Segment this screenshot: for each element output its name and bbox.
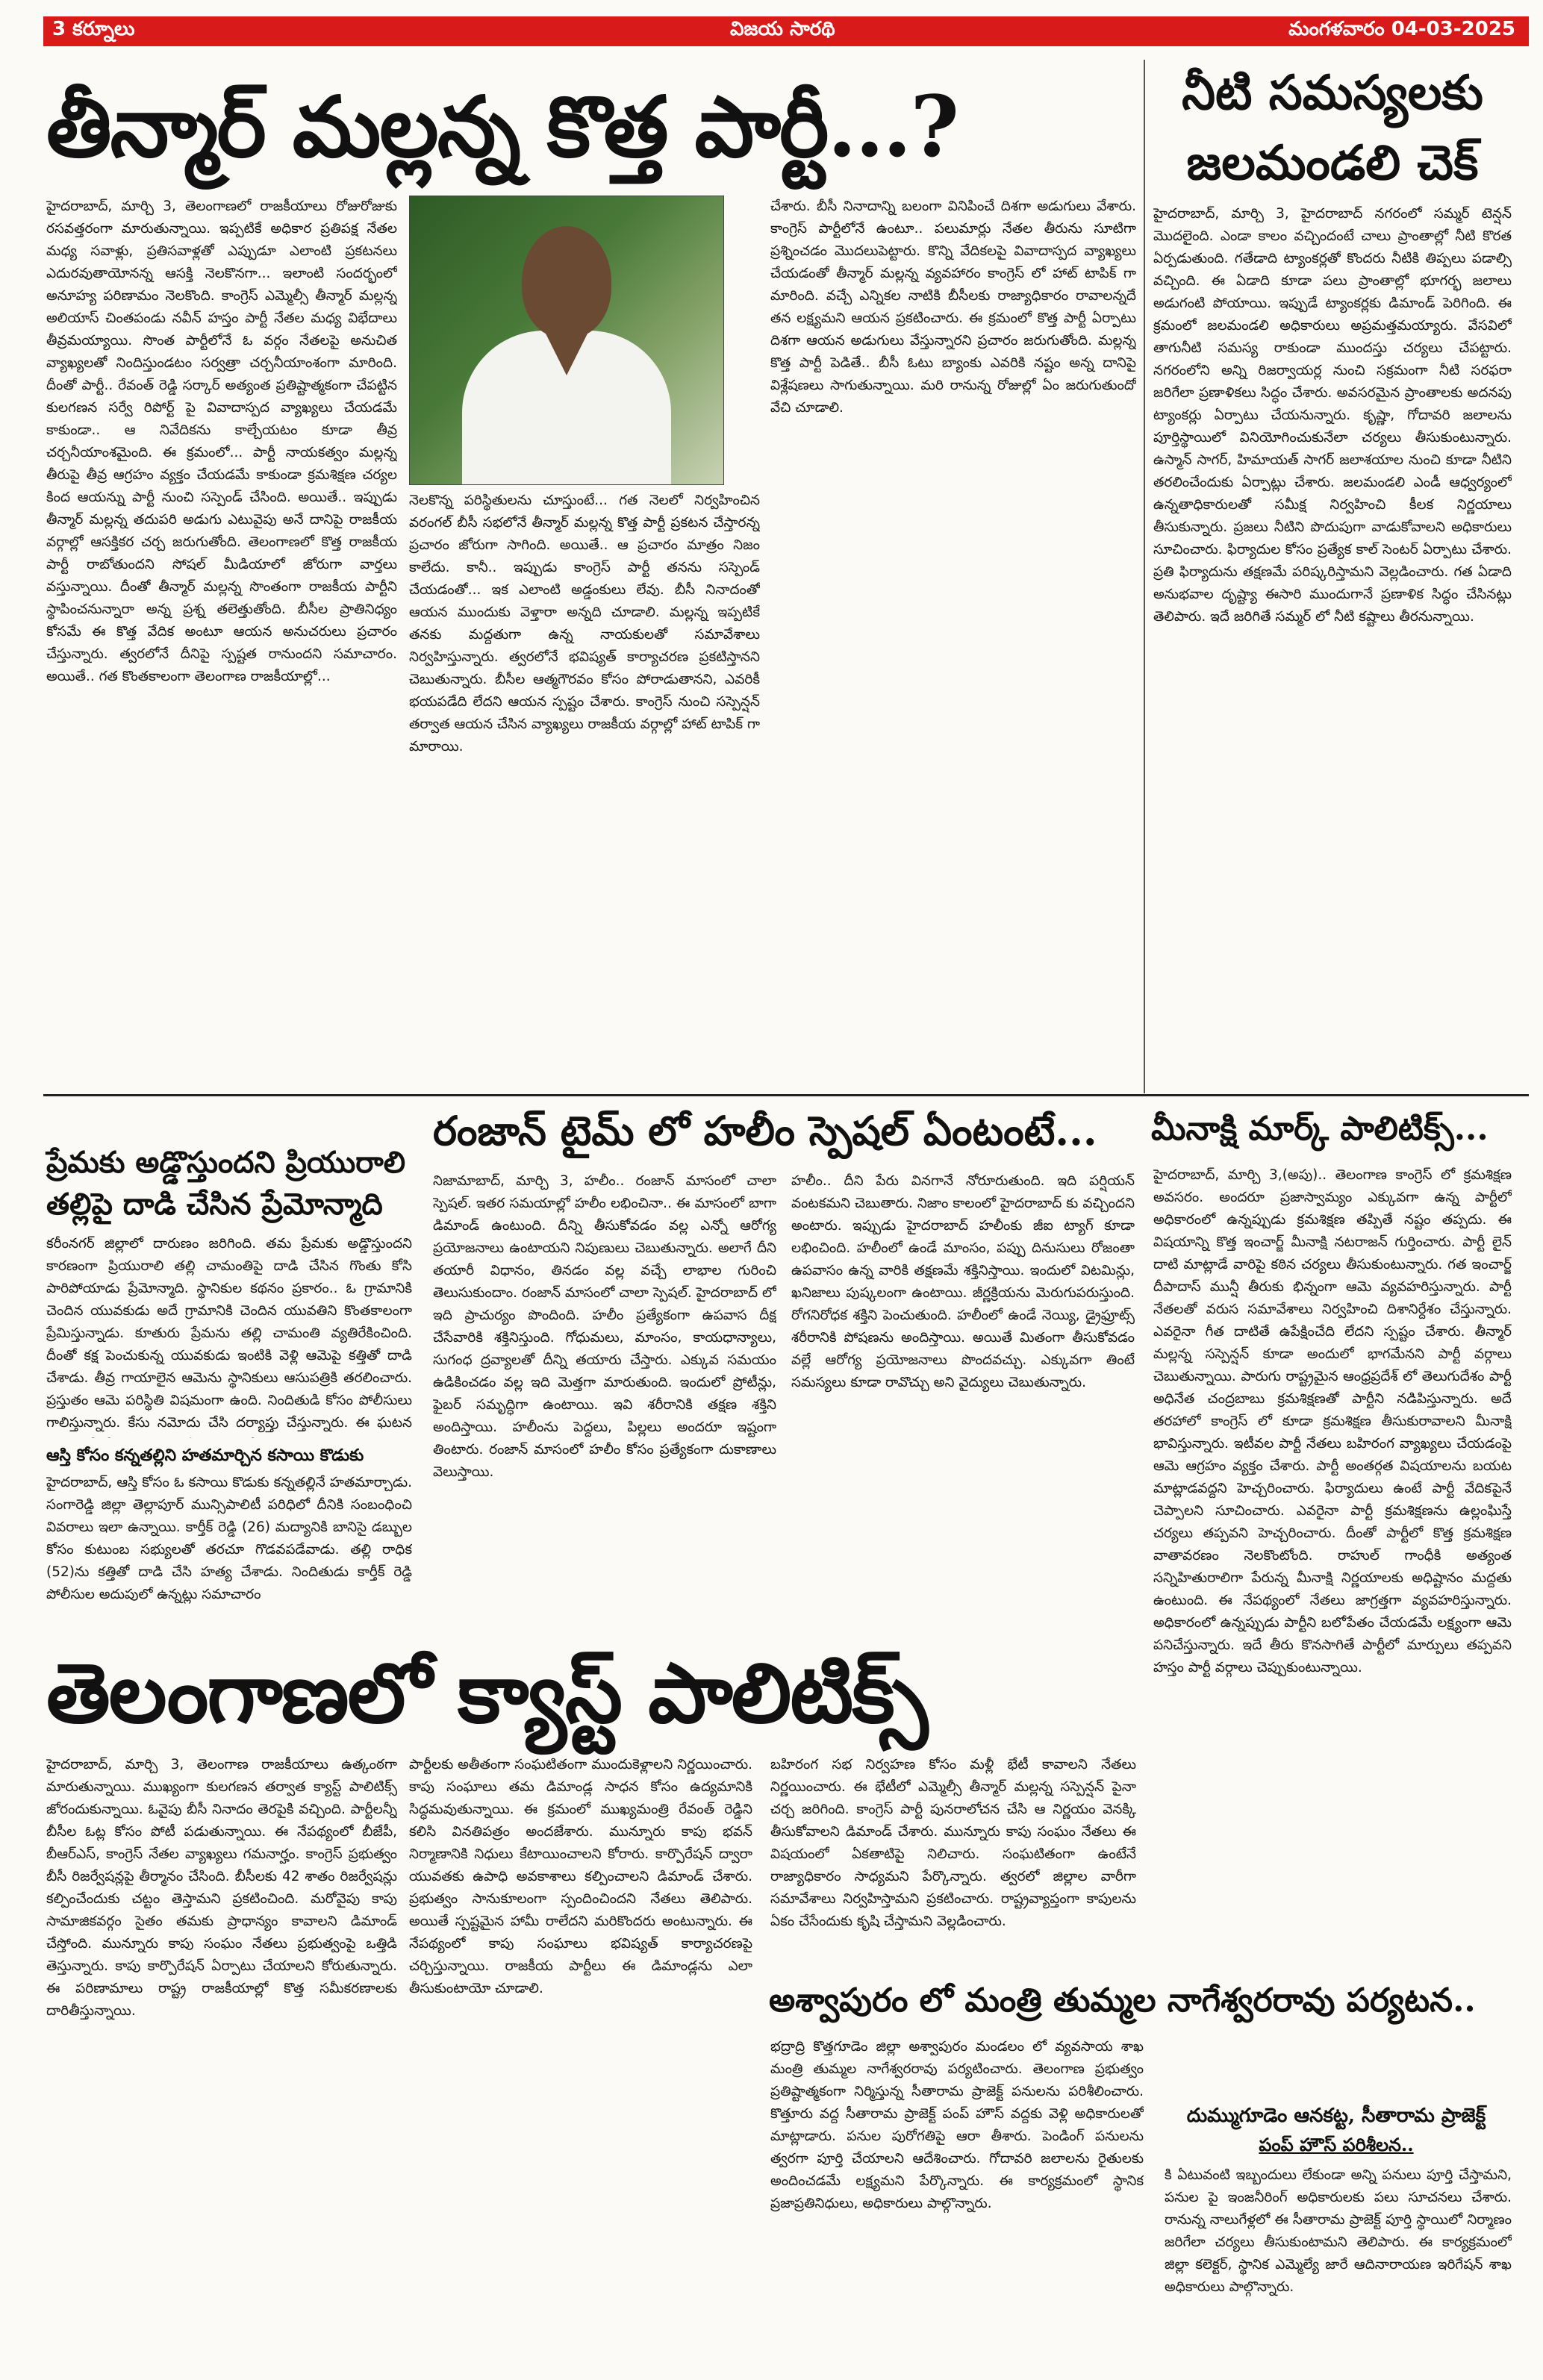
love-headline: ప్రేమకు అడ్డొస్తుందని ప్రియురాలి తల్లిపై దాడి చేసిన ప్రేమోన్మాది: [46, 1145, 406, 1222]
minakshi-body: హైదరాబాద్, మార్చి 3,(అపు).. తెలంగాణ కాంగ్రెస్ లో క్రమశిక్షణ అవసరం. అందరూ ప్రజాస్వామ్యం ఎక్కువగా ఉన్న పార్టీలో అధికారంలో ఉన్నప్పుడు క్రమశిక్షణ తప్పితే నష్టం తప్పదు. ఈ విషయాన్ని కొత్త ఇంచార్జ్ మీనాక్షి నటరాజన్ గుర్తించారు. పార్టీ లైన్ దాటి మాట్లాడే వారిపై కఠిన చర్యలు తీసుకుంటున్నారు. గత ఇంచార్జ్ దీపాదాస్ మున్షీ తీరుకు భిన్నంగా ఆమె వ్యవహరిస్తున్నారు. పార్టీ నేతలతో వరుస సమావేశాలు నిర్వహించి దిశానిర్దేశం చేస్తున్నారు. ఎవరైనా గీత దాటితే ఉపేక్షించేది లేదని స్పష్టం చేశారు. తీన్మార్ మల్లన్న సస్పెన్షన్ కూడా అందులో భాగమేనని పార్టీ వర్గాలు చెబుతున్నాయి. పారుగు రాష్ట్రమైన ఆంధ్రప్రదేశ్ లో తెలుగుదేశం పార్టీ అధినేత చంద్రబాబు క్రమశిక్షణతో పార్టీని నడిపిస్తున్నారు. అదే తరహాలో కాంగ్రెస్ లో కూడా క్రమశిక్షణ తీసుకురావాలని మీనాక్షి భావిస్తున్నారు. ఇటీవల పార్టీ నేతలు బహిరంగ వ్యాఖ్యలు చేయడంపై ఆమె ఆగ్రహం వ్యక్తం చేశారు. పార్టీ అంతర్గత విషయాలను బయట మాట్లాడవద్దని హెచ్చరించారు. ఫిర్యాదులు ఉంటే పార్టీ వేదికపైనే చెప్పాలని సూచించారు. ఎవరైనా పార్టీ క్రమశిక్షణను ఉల్లంఘిస్తే చర్యలు తప్పవని హెచ్చరించారు. దీంతో పార్టీలో కొత్త క్రమశిక్షణ వాతావరణం నెలకొంటోంది. రాహుల్ గాంధీకి అత్యంత సన్నిహితురాలిగా పేరున్న మీనాక్షి నిర్ణయాలకు అధిష్టానం మద్దతు ఉంటుంది. ఈ నేపథ్యంలో నేతలు జాగ్రత్తగా వ్యవహరిస్తున్నారు. అధికారంలో ఉన్నప్పుడు పార్టీని బలోపేతం చేయడమే లక్ష్యంగా ఆమె పనిచేస్తున్నారు. ఇదే తీరు కొనసాగితే పార్టీలో మార్పులు తప్పవని హస్తం పార్టీ వర్గాలు చెప్పుకుంటున్నాయి.: [1153, 1167, 1512, 1675]
telangana-column-1: హైదరాబాద్, మార్చి 3, తెలంగాణ రాజకీయాలు ఉత్కంఠగా మారుతున్నాయి. ముఖ్యంగా కులగణన తర్వాత క్యాస్ట్ పాలిటిక్స్ జోరందుకున్నాయి. ఓవైపు బీసీ నినాదం తెరపైకి వచ్చింది. పార్టీలన్నీ బీసీల ఓట్ల కోసం పోటీ పడుతున్నాయి. ఈ నేపథ్యంలో బీజేపీ, బీఆర్ఎస్, కాంగ్రెస్ నేతల వ్యాఖ్యలు గమనార్హం. కాంగ్రెస్ ప్రభుత్వం బీసీ రిజర్వేషన్లపై తీర్మానం చేసింది. బీసీలకు 42 శాతం రిజర్వేషన్లు కల్పించేందుకు చట్టం తెస్తామని ప్రకటించింది. మరోవైపు కాపు సామాజికవర్గం సైతం తమకు ప్రాధాన్యం కావాలని డిమాండ్ చేస్తోంది. మున్నూరు కాపు సంఘం నేతలు ప్రభుత్వంపై ఒత్తిడి తెస్తున్నారు. కాపు కార్పొరేషన్ ఏర్పాటు చేయాలని కోరుతున్నారు. ఈ పరిణామాలు రాష్ట్ర రాజకీయాల్లో కొత్త సమీకరణాలకు దారితీస్తున్నాయి.: [46, 1757, 397, 2019]
lead-headline: తీన్మార్ మల్లన్న కొత్త పార్టీ...?: [46, 78, 958, 176]
ramzan-column-1: నిజామాబాద్, మార్చి 3, హలీం.. రంజాన్ మాసంలో చాలా స్పెషల్. ఇతర సమయాల్లో హలీం లభించినా.. ఈ మాసంలో బాగా డిమాండ్ ఉంటుంది. దీన్ని తీసుకోవడం వల్ల ఎన్నో ఆరోగ్య ప్రయోజనాలు ఉంటాయని నిపుణులు చెబుతున్నారు. అలాగే దీని తయారీ విధానం, తినడం వల్ల వచ్చే లాభాల గురించి తెలుసుకుందాం. రంజాన్ మాసంలో చాలా స్పెషల్. హైదరాబాద్ లో ఇది ప్రాచుర్యం పొందింది. హలీం ప్రత్యేకంగా ఉపవాస దీక్ష చేసేవారికి శక్తినిస్తుంది. గోధుమలు, మాంసం, కాయధాన్యాలు, సుగంధ ద్రవ్యాలతో దీన్ని తయారు చేస్తారు. ఎక్కువ సమయం ఉడికించడం వల్ల ఇది మెత్తగా మారుతుంది. ఇందులో ప్రోటీన్లు, ఫైబర్ సమృద్ధిగా ఉంటాయి. ఇవి శరీరానికి తక్షణ శక్తిని అందిస్తాయి. హలీంను పెద్దలు, పిల్లలు అందరూ ఇష్టంగా తింటారు. రంజాన్ మాసంలో హలీం కోసం ప్రత్యేకంగా దుకాణాలు వెలుస్తాయి.: [433, 1173, 776, 1480]
dummugudem-subhead: పంప్ హౌస్ పరిశీలన..: [1259, 2134, 1414, 2155]
telangana-column-2: పార్టీలకు అతీతంగా సంఘటితంగా ముందుకెళ్లాలని నిర్ణయించారు. కాపు సంఘాలు తమ డిమాండ్ల సాధన కోసం ఉద్యమానికి సిద్ధమవుతున్నాయి. ఈ క్రమంలో ముఖ్యమంత్రి రేవంత్ రెడ్డిని కలిసి వినతిపత్రం అందజేశారు. మున్నూరు కాపు భవన్ నిర్మాణానికి నిధులు కేటాయించాలని కోరారు. కార్పొరేషన్ ద్వారా యువతకు ఉపాధి అవకాశాలు కల్పించాలని డిమాండ్ చేశారు. ప్రభుత్వం సానుకూలంగా స్పందించిందని నేతలు తెలిపారు. అయితే స్పష్టమైన హామీ రాలేదని మరికొందరు అంటున్నారు. ఈ నేపథ్యంలో కాపు సంఘాలు భవిష్యత్ కార్యాచరణపై చర్చిస్తున్నాయి. రాజకీయ పార్టీలు ఈ డిమాండ్లను ఎలా తీసుకుంటాయో చూడాలి.: [409, 1757, 752, 1996]
photo-figure-shirt: [462, 331, 671, 484]
issue-date: మంగళవారం 04-03-2025: [1288, 18, 1515, 40]
masthead-bar: [43, 16, 1529, 46]
section-divider: [43, 1094, 1529, 1096]
lead-column-1: హైదరాబాద్, మార్చి 3, తెలంగాణలో రాజకీయాలు రోజురోజుకు రసవత్తరంగా మారుతున్నాయి. ఇప్పటికే అధికార ప్రతిపక్ష నేతల మధ్య సవాళ్లు, ప్రతిసవాళ్లతో ఎప్పుడూ ఎలాంటి ప్రకటనలు ఎదురవుతాయోనన్న ఆసక్తి నెలకొనగా... ఇలాంటి సందర్భంలో అనూహ్య పరిణామం నెలకొంది. కాంగ్రెస్ ఎమ్మెల్సీ తీన్మార్ మల్లన్న అలియాస్ చింతపండు నవీన్ హస్తం పార్టీ నేతల మధ్య విభేదాలు తీవ్రమయ్యాయి. సొంత పార్టీలోనే ఓ వర్గం నేతలపై అనుచిత వ్యాఖ్యలతో నిందిస్తుండటం సర్వత్రా చర్చనీయాంశంగా మారింది. దీంతో పార్టీ.. రేవంత్ రెడ్డి సర్కార్ అత్యంత ప్రతిష్టాత్మకంగా చేపట్టిన కులగణన సర్వే రిపోర్ట్ పై వివాదాస్పద వ్యాఖ్యలు చేయడమే కాకుండా.. ఆ నివేదికను కాల్చేయటం కూడా తీవ్ర చర్చనీయాంశమైంది. ఈ క్రమంలో... పార్టీ నాయకత్వం మల్లన్న తీరుపై తీవ్ర ఆగ్రహం వ్యక్తం చేయడమే కాకుండా క్రమశిక్షణ చర్యల కింద ఆయన్ను పార్టీ నుంచి సస్పెండ్ చేసింది. అయితే.. ఇప్పుడు తీన్మార్ మల్లన్న తదుపరి అడుగు ఎటువైపు అనే దానిపై రాజకీయ వర్గాల్లో ఆసక్తికర చర్చ జరుగుతోంది. తెలంగాణలో కొత్త రాజకీయ పార్టీ రాబోతుందని సోషల్ మీడియాలో జోరుగా వార్తలు వస్తున్నాయి. దీంతో తీన్మార్ మల్లన్న సొంతంగా రాజకీయ పార్టీని స్థాపించనున్నారా అన్న ప్రశ్న తలెత్తుతోంది. బీసీల ప్రాతినిధ్యం కోసమే ఈ కొత్త వేదిక అంటూ ఆయన అనుచరులు ప్రచారం చేస్తున్నారు. త్వరలోనే దీనిపై స్పష్టత రానుందని సమాచారం. అయితే.. గత కొంతకాలంగా తెలంగాణ రాజకీయాల్లో...: [46, 199, 397, 684]
love-body: కరీంనగర్ జిల్లాలో దారుణం జరిగింది. తమ ప్రేమకు అడ్డొస్తుందని కారణంగా ప్రియురాలి తల్లి చామంతిపై దాడి చేసిన గొంతు కోసి పారిపోయాడు ప్రేమోన్మాది. స్థానికుల కథనం ప్రకారం.. ఓ గ్రామానికి చెందిన యువకుడు అదే గ్రామానికి చెందిన యువతిని కొంతకాలంగా ప్రేమిస్తున్నాడు. కూతురు ప్రేమను తల్లి చామంతి వ్యతిరేకించింది. దీంతో కక్ష పెంచుకున్న యువకుడు ఇంటికి వెళ్లి ఆమెపై కత్తితో దాడి చేశాడు. తీవ్ర గాయాలైన ఆమెను స్థానికులు ఆసుపత్రికి తరలించారు. ప్రస్తుతం ఆమె పరిస్థితి విషమంగా ఉంది. నిందితుడి కోసం పోలీసులు గాలిస్తున్నారు. కేసు నమోదు చేసి దర్యాప్తు చేస్తున్నారు. ఈ ఘటన: [46, 1236, 412, 1431]
lead-photo: [409, 196, 724, 485]
asti-body: హైదరాబాద్, ఆస్తి కోసం ఓ కసాయి కొడుకు కన్నతల్లినే హతమార్చాడు. సంగారెడ్డి జిల్లా తెల్లాపూర్ మున్సిపాలిటీ పరిధిలో దీనికి సంబంధించి వివరాలు ఇలా ఉన్నాయి. కార్తీక్ రెడ్డి (26) మద్యానికి బానిసై డబ్బుల కోసం కుటుంబ సభ్యులతో తరచూ గొడవపడేవాడు. తల్లి రాధిక (52)ను కత్తితో దాడి చేసి హత్య చేశాడు. నిందితుడు కార్తీక్ రెడ్డి పోలీసుల అదుపులో ఉన్నట్లు సమాచారం: [46, 1475, 412, 1602]
column-divider: [1144, 60, 1145, 1093]
asti-headline: ఆస్తి కోసం కన్నతల్లిని హతమార్చిన కసాయి కొడుకు: [46, 1446, 364, 1465]
dummugudem-body: కి ఏటువంటి ఇబ్బందులు లేకుండా అన్ని పనులు పూర్తి చేస్తామని, పనుల పై ఇంజనీరింగ్ అధికారులకు పలు సూచనలు చేశారు. రానున్న నాలుగేళ్లలో ఈ సీతారామ ప్రాజెక్ట్ పూర్తి స్థాయిలో నిర్మాణం జరిగేలా చర్యలు తీసుకుంటామని తెలిపారు. ఈ కార్యక్రమంలో జిల్లా కలెక్టర్, స్థానిక ఎమ్మెల్యే జారే ఆదినారాయణ ఇరిగేషన్ శాఖ అధికారులు పాల్గొన్నారు.: [1165, 2167, 1512, 2295]
lead-column-2: నెలకొన్న పరిస్థితులను చూస్తుంటే... గత నెలలో నిర్వహించిన వరంగల్ బీసీ సభలోనే తీన్మార్ మల్లన్న కొత్త పార్టీ ప్రకటన చేస్తారన్న ప్రచారం జోరుగా సాగింది. అయితే.. ఆ ప్రచారం మాత్రం నిజం కాలేదు. కానీ.. ఇప్పుడు కాంగ్రెస్ పార్టీ తనను సస్పెండ్ చేయడంతో... ఇక ఎలాంటి అడ్డంకులు లేవు. బీసీ నినాదంతో ఆయన ముందుకు వెళ్తారా అన్నది చూడాలి. మల్లన్న ఇప్పటికే తనకు మద్దతుగా ఉన్న నాయకులతో సమావేశాలు నిర్వహిస్తున్నారు. త్వరలోనే భవిష్యత్ కార్యాచరణ ప్రకటిస్తానని చెబుతున్నారు. బీసీల ఆత్మగౌరవం కోసం పోరాడుతానని, ఎవరికీ భయపడేది లేదని ఆయన స్పష్టం చేశారు. కాంగ్రెస్ నుంచి సస్పెన్షన్ తర్వాత ఆయన చేసిన వ్యాఖ్యలు రాజకీయ వర్గాల్లో హాట్ టాపిక్ గా మారాయి.: [409, 493, 760, 755]
ramzan-headline: రంజాన్ టైమ్ లో హలీం స్పెషల్ ఏంటంటే...: [433, 1107, 1097, 1155]
dummugudem-headline: దుమ్ముగూడెం ఆనకట్ట, సీతారామ ప్రాజెక్ట్: [1186, 2105, 1486, 2127]
ashwapuram-body: భద్రాద్రి కొత్తగూడెం జిల్లా అశ్వాపురం మండలం లో వ్యవసాయ శాఖ మంత్రి తుమ్మల నాగేశ్వరరావు పర్యటించారు. తెలంగాణ ప్రభుత్వం ప్రతిష్టాత్మకంగా నిర్మిస్తున్న సీతారామ ప్రాజెక్ట్ పనులను పరిశీలించారు. కొత్తూరు వద్ద సీతారామ ప్రాజెక్ట్ పంప్ హౌస్ వద్దకు వెళ్లి అధికారులతో మాట్లాడారు. పనుల పురోగతిపై ఆరా తీశారు. పెండింగ్ పనులను త్వరగా పూర్తి చేయాలని ఆదేశించారు. గోదావరి జలాలను రైతులకు అందించడమే లక్ష్యమని పేర్కొన్నారు. ఈ కార్యక్రమంలో స్థానిక ప్రజాప్రతినిధులు, అధికారులు పాల్గొన్నారు.: [770, 2039, 1144, 2211]
ramzan-column-2: హలీం.. దీని పేరు వినగానే నోరూరుతుంది. ఇది పర్షియన్ వంటకమని చెబుతారు. నిజాం కాలంలో హైదరాబాద్ కు వచ్చిందని అంటారు. ఇప్పుడు హైదరాబాద్ హలీంకు జీఐ ట్యాగ్ కూడా లభించింది. హలీంలో ఉండే మాంసం, పప్పు దినుసులు రోజంతా ఉపవాసం ఉన్న వారికి తక్షణమే శక్తినిస్తాయి. ఇందులో విటమిన్లు, ఖనిజాలు పుష్కలంగా ఉంటాయి. జీర్ణక్రియను మెరుగుపరుస్తుంది. రోగనిరోధక శక్తిని పెంచుతుంది. హలీంలో ఉండే నెయ్యి, డ్రైఫ్రూట్స్ శరీరానికి పోషణను అందిస్తాయి. అయితే మితంగా తీసుకోవడం వల్లే ఆరోగ్య ప్రయోజనాలు పొందవచ్చు. ఎక్కువగా తింటే సమస్యలు కూడా రావొచ్చు అని వైద్యులు చెబుతున్నారు.: [791, 1173, 1135, 1390]
telangana-headline: తెలంగాణలో క్యాస్ట్ పాలిటిక్స్: [46, 1645, 927, 1741]
photo-figure-face: [522, 226, 611, 338]
lead-column-3: చేశారు. బీసీ నినాదాన్ని బలంగా వినిపించే దిశగా అడుగులు వేశారు. కాంగ్రెస్ పార్టీలోనే ఉంటూ.. పలుమార్లు నేతల తీరును సూటిగా ప్రశ్నించడం మొదలుపెట్టారు. కొన్ని వేదికలపై వివాదాస్పద వ్యాఖ్యలు చేయడంతో తీన్మార్ మల్లన్న వ్యవహారం కాంగ్రెస్ లో హాట్ టాపిక్ గా మారింది. వచ్చే ఎన్నికల నాటికి బీసీలకు రాజ్యాధికారం రావాలన్నదే తన లక్ష్యమని ఆయన ప్రకటించారు. ఈ క్రమంలో కొత్త పార్టీ ఏర్పాటు దిశగా ఆయన అడుగులు వేస్తున్నారని ప్రచారం జరుగుతోంది. మల్లన్న కొత్త పార్టీ పెడితే.. బీసీ ఓటు బ్యాంకు ఎవరికి నష్టం అన్న దానిపై విశ్లేషణలు సాగుతున్నాయి. మరి రానున్న రోజుల్లో ఏం జరుగుతుందో వేచి చూడాలి.: [770, 199, 1136, 416]
telangana-column-3: బహిరంగ సభ నిర్వహణ కోసం మళ్లీ భేటీ కావాలని నేతలు నిర్ణయించారు. ఈ భేటీలో ఎమ్మెల్సీ తీన్మార్ మల్లన్న సస్పెన్షన్ పైనా చర్చ జరిగింది. కాంగ్రెస్ పార్టీ పునరాలోచన చేసి ఆ నిర్ణయం వెనక్కి తీసుకోవాలని డిమాండ్ చేశారు. మున్నూరు కాపు సంఘం నేతలు ఈ విషయంలో ఏకతాటిపై నిలిచారు. సంఘటితంగా ఉంటేనే రాజ్యాధికారం సాధ్యమని పేర్కొన్నారు. త్వరలో జిల్లాల వారీగా సమావేశాలు నిర్వహిస్తామని ప్రకటించారు. రాష్ట్రవ్యాప్తంగా కాపులను ఏకం చేసేందుకు కృషి చేస్తామని వెల్లడించారు.: [770, 1757, 1136, 1929]
edition-label: 3 కర్నూలు: [52, 18, 135, 40]
water-headline: నీటి సమస్యలకు జలమండలి చెక్: [1182, 65, 1483, 191]
newspaper-title: విజయ సారథి: [730, 18, 835, 40]
ashwapuram-headline: అశ్వాపురం లో మంత్రి తుమ్మల నాగేశ్వరరావు పర్యటన..: [769, 1981, 1476, 2020]
minakshi-headline: మీనాక్షి మార్క్ పాలిటిక్స్...: [1151, 1110, 1489, 1148]
water-body: హైదరాబాద్, మార్చి 3, హైదరాబాద్ నగరంలో సమ్మర్ టెన్షన్ మొదలైంది. ఎండా కాలం వచ్చిందంటే చాలు ప్రాంతాల్లో నీటి కొరత ఏర్పడుతుంది. గతేడాది ట్యాంకర్లతో కొందరు నీటికి తిప్పలు పడాల్సి వచ్చింది. ఈ ఏడాది కూడా పలు ప్రాంతాల్లో భూగర్భ జలాలు అడుగంటి పోయాయి. ఇప్పుడే ట్యాంకర్లకు డిమాండ్ పెరిగింది. ఈ క్రమంలో జలమండలి అధికారులు అప్రమత్తమయ్యారు. వేసవిలో తాగునీటి సమస్య రాకుండా ముందస్తు చర్యలు చేపట్టారు. నగరంలోని అన్ని రిజర్వాయర్ల నుంచి సక్రమంగా నీటి సరఫరా జరిగేలా ప్రణాళికలు సిద్ధం చేశారు. అవసరమైన ప్రాంతాలకు అదనపు ట్యాంకర్లు ఏర్పాటు చేయనున్నారు. కృష్ణా, గోదావరి జలాలను పూర్తిస్థాయిలో వినియోగించుకునేలా చర్యలు తీసుకుంటున్నారు. ఉస్మాన్ సాగర్, హిమాయత్ సాగర్ జలాశయాల నుంచి కూడా నీటిని తరలించేందుకు ఏర్పాట్లు చేశారు. జలమండలి ఎండీ ఆధ్వర్యంలో ఉన్నతాధికారులతో సమీక్ష నిర్వహించి కీలక నిర్ణయాలు తీసుకున్నారు. ప్రజలు నీటిని పొదుపుగా వాడుకోవాలని అధికారులు సూచించారు. ఫిర్యాదుల కోసం ప్రత్యేక కాల్ సెంటర్ ఏర్పాటు చేశారు. ప్రతి ఫిర్యాదును తక్షణమే పరిష్కరిస్తామని వెల్లడించారు. గత ఏడాది అనుభవాల దృష్ట్యా ఈసారి ముందుగానే ప్రణాళిక సిద్ధం చేసినట్లు తెలిపారు. ఇదే జరిగితే సమ్మర్ లో నీటి కష్టాలు తీరనున్నాయి.: [1153, 206, 1512, 625]
